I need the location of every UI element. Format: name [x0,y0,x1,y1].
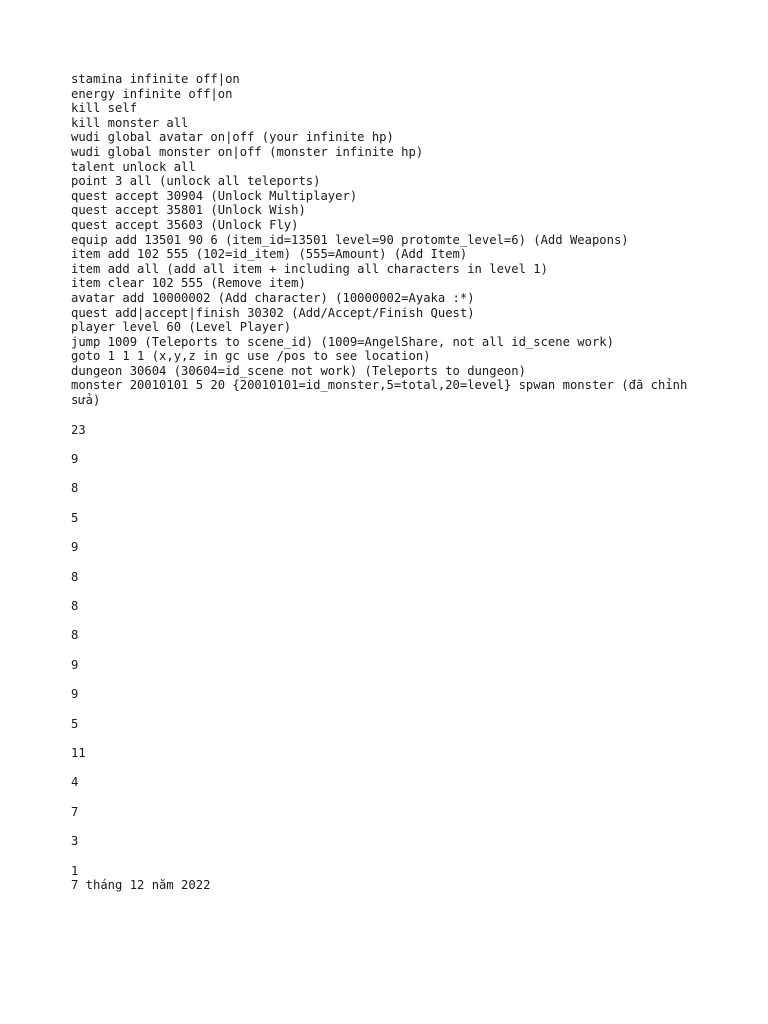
number-item: 11 [71,745,86,760]
command-list [71,72,695,408]
command-line: point 3 all (unlock all teleports) [71,174,321,189]
command-line: talent unlock all [71,159,196,174]
document-date: 7 tháng 12 năm 2022 [71,878,211,893]
number-item: 5 [71,510,79,525]
command-line: dungeon 30604 (30604=id_scene not work) (Teleports to dungeon) [71,363,526,378]
command-line: item add all (add all item + including all characters in level 1) [71,261,548,276]
number-item: 9 [71,540,79,555]
number-item: 9 [71,687,79,702]
command-line: jump 1009 (Teleports to scene_id) (1009=AngelShare, not all id_scene work) [71,334,614,349]
command-line: monster 20010101 5 20 {20010101=id_monster,5=total,20=level} spwan monster (đã chỉnh sửa) [71,378,695,408]
command-line: wudi global avatar on|off (your infinite hp) [71,130,394,145]
command-line: quest accept 35801 (Unlock Wish) [71,203,306,218]
command-line: equip add 13501 90 6 (item_id=13501 level=90 protomte_level=6) (Add Weapons) [71,232,629,247]
command-line: wudi global monster on|off (monster infinite hp) [71,144,424,159]
number-item: 3 [71,834,79,849]
command-line: player level 60 (Level Player) [71,320,292,335]
command-line: quest add|accept|finish 30302 (Add/Accept/Finish Quest) [71,305,475,320]
number-item: 8 [71,628,79,643]
number-item: 8 [71,481,79,496]
command-line: kill monster all [71,115,189,130]
number-item: 8 [71,599,79,613]
number-item: 8 [71,569,79,584]
document-page [71,72,695,893]
command-line: quest accept 30904 (Unlock Multiplayer) [71,188,358,203]
number-list [71,423,691,878]
number-item: 9 [71,657,79,672]
command-line: avatar add 10000002 (Add character) (10000002=Ayaka :*) [71,290,475,305]
command-line: goto 1 1 1 (x,y,z in gc use /pos to see location) [71,349,431,364]
number-item: 23 [71,422,86,437]
command-line: quest accept 35603 (Unlock Fly) [71,217,299,232]
number-item: 4 [71,775,79,790]
number-item: 5 [71,716,79,731]
number-item: 7 [71,804,79,819]
command-line: item clear 102 555 (Remove item) [71,276,306,291]
number-item: 1 [71,863,79,878]
command-line: kill self [71,101,138,116]
command-line: stamina infinite off|on [71,72,240,86]
command-line: item add 102 555 (102=id_item) (555=Amount) (Add Item) [71,247,468,262]
number-item: 9 [71,452,79,467]
command-line: energy infinite off|on [71,86,233,101]
